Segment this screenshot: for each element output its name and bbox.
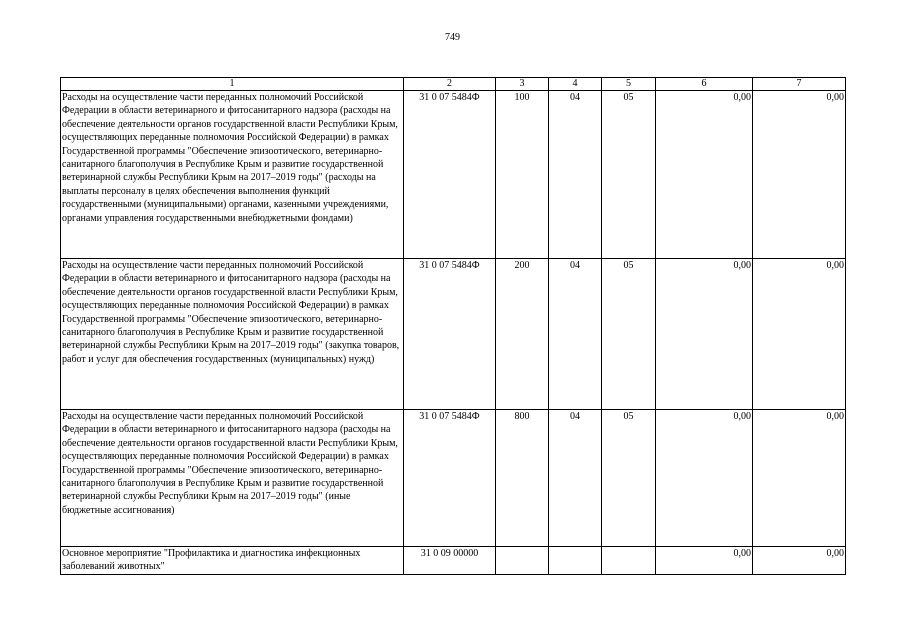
header-col-1: 1 [61, 78, 404, 91]
row-description: Расходы на осуществление части переданных полномочий Российской Федерации в области ветеринарного и фитосанитарного надзора (расходы на обеспечение деятельности органов государственной власти Республики Крым, осуществляющих переданные полномочия Российской Федерации) в рамках Государственной программы "Обеспечение эпизоотического, ветеринарно-санитарного благополучия в Республике Крым и развитие государственной ветеринарной службы Республики Крым на 2017–2019 годы" (расходы на выплаты персоналу в целях обеспечения выполнения функций государственными (муниципальными) органами, казенными учреждениями, органами управления государственными внебюджетными фондами) [61, 91, 404, 259]
table-row [61, 547, 846, 575]
row-description: Расходы на осуществление части переданных полномочий Российской Федерации в области ветеринарного и фитосанитарного надзора (расходы на обеспечение деятельности органов государственной власти Республики Крым, осуществляющих переданные полномочия Российской Федерации) в рамках Государственной программы "Обеспечение эпизоотического, ветеринарно-санитарного благополучия в Республике Крым и развитие государственной ветеринарной службы Республики Крым на 2017–2019 годы" (иные бюджетные ассигнования) [61, 410, 404, 547]
header-row [61, 78, 846, 91]
header-col-2: 2 [404, 78, 496, 91]
header-col-6: 6 [656, 78, 753, 91]
budget-table [60, 77, 846, 575]
row-code: 31 0 07 5484Ф [404, 91, 496, 259]
table-row [61, 259, 846, 410]
row-code: 31 0 09 00000 [404, 547, 496, 575]
row-section: 04 [549, 259, 602, 410]
row-col6-value: 0,00 [656, 547, 753, 575]
row-code: 31 0 07 5484Ф [404, 259, 496, 410]
row-subsection [602, 547, 656, 575]
row-subsection: 05 [602, 91, 656, 259]
row-description: Расходы на осуществление части переданных полномочий Российской Федерации в области ветеринарного и фитосанитарного надзора (расходы на обеспечение деятельности органов государственной власти Республики Крым, осуществляющих переданные полномочия Российской Федерации) в рамках Государственной программы "Обеспечение эпизоотического, ветеринарно-санитарного благополучия в Республике Крым и развитие государственной ветеринарной службы Республики Крым на 2017–2019 годы" (закупка товаров, работ и услуг для обеспечения государственных (муниципальных) нужд) [61, 259, 404, 410]
row-subsection: 05 [602, 410, 656, 547]
table-row [61, 410, 846, 547]
row-col6-value: 0,00 [656, 259, 753, 410]
header-col-4: 4 [549, 78, 602, 91]
header-col-5: 5 [602, 78, 656, 91]
row-col6-value: 0,00 [656, 410, 753, 547]
header-col-3: 3 [496, 78, 549, 91]
row-type: 800 [496, 410, 549, 547]
header-col-7: 7 [753, 78, 846, 91]
row-type [496, 547, 549, 575]
table-row [61, 91, 846, 259]
row-col7-value: 0,00 [753, 259, 846, 410]
row-section: 04 [549, 91, 602, 259]
row-type: 100 [496, 91, 549, 259]
row-code: 31 0 07 5484Ф [404, 410, 496, 547]
row-col7-value: 0,00 [753, 91, 846, 259]
row-subsection: 05 [602, 259, 656, 410]
row-type: 200 [496, 259, 549, 410]
row-col6-value: 0,00 [656, 91, 753, 259]
row-col7-value: 0,00 [753, 410, 846, 547]
page-number: 749 [445, 32, 460, 43]
row-section [549, 547, 602, 575]
row-description: Основное мероприятие "Профилактика и диагностика инфекционных заболеваний животных" [61, 547, 404, 575]
row-section: 04 [549, 410, 602, 547]
row-col7-value: 0,00 [753, 547, 846, 575]
